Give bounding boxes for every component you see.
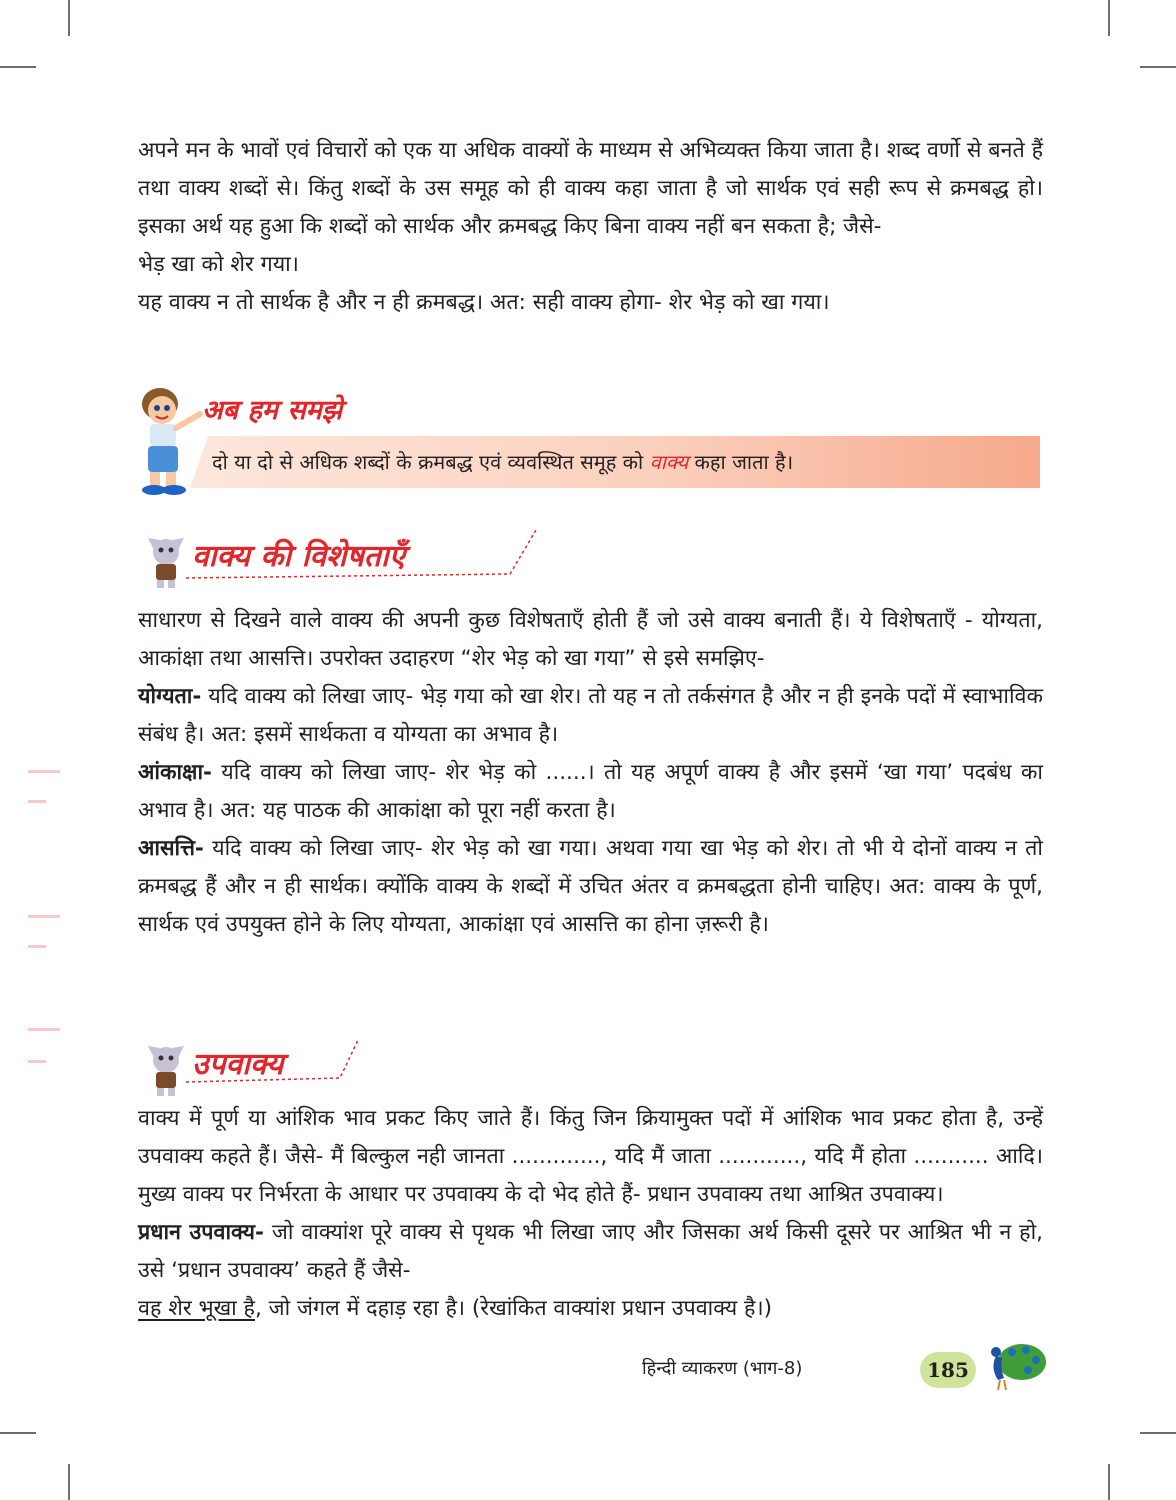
crop-mark xyxy=(1108,0,1110,36)
crop-mark xyxy=(1140,66,1176,68)
book-title: हिन्दी व्याकरण (भाग-8) xyxy=(642,1358,803,1379)
pradhan-paragraph xyxy=(138,1214,1043,1290)
intro-paragraph: अपने मन के भावों एवं विचारों को एक या अधिक वाक्यों के माध्यम से अभिव्यक्त किया जाता है। शब्द वर्णो से बनते हैं तथा वाक्य शब्दों से। किंतु शब्दों के उस समूह को ही वाक्य कहा जाता है जो सार्थक एवं सही रूप से क्रमबद्ध हो। इसका अर्थ यह हुआ कि शब्दों को सार्थक और क्रमबद्ध किए बिना वाक्य नहीं बन सकता है; जैसे- xyxy=(138,138,1043,239)
crop-mark xyxy=(1140,1432,1176,1434)
section-title: उपवाक्य xyxy=(192,1047,284,1082)
features-intro: साधारण से दिखने वाले वाक्य की अपनी कुछ विशेषताएँ होती हैं जो उसे वाक्य बनाती हैं। ये विशेषताएँ - योग्यता, आकांक्षा तथा आसत्ति। उपरोक्त उदाहरण “शेर भेड़ को खा गया” से इसे समझिए- xyxy=(138,608,1043,671)
page-footer xyxy=(642,1350,1042,1394)
margin-mark xyxy=(28,770,60,773)
crop-mark xyxy=(68,1464,70,1500)
example-rest: , जो जंगल में दहाड़ रहा है। (रेखांकित वाक्यांश प्रधान उपवाक्य है।) xyxy=(254,1296,773,1321)
features-section xyxy=(138,602,1043,944)
pradhan-example xyxy=(138,1290,1043,1328)
crop-mark xyxy=(0,66,36,68)
intro-section xyxy=(138,132,1043,322)
pradhan-label: प्रधान उपवाक्य- xyxy=(138,1220,264,1245)
wrong-sentence-example: भेड़ खा को शेर गया। xyxy=(138,252,299,277)
asatti-paragraph xyxy=(138,830,1043,944)
example-underlined: वह शेर भूखा है xyxy=(138,1296,255,1321)
clause-section xyxy=(138,1100,1043,1328)
akanksha-paragraph xyxy=(138,754,1043,830)
asatti-label: आसत्ति- xyxy=(138,836,204,861)
understand-title: अब हम समझे xyxy=(202,395,343,426)
margin-mark xyxy=(28,1028,60,1031)
peacock-icon xyxy=(982,1338,1048,1394)
section-header-clause xyxy=(140,1036,370,1098)
margin-mark xyxy=(28,945,46,948)
clause-intro: वाक्य में पूर्ण या आंशिक भाव प्रकट किए जाते हैं। किंतु जिन क्रियामुक्त पदों में आंशिक भाव प्रकट होता है, उन्हें उपवाक्य कहते हैं। जैसे- मैं बिल्कुल नही जानता ............., यदि मैं जाता ............, यदि मैं होता ........... आदि। मुख्य वाक्य पर निर्भरता के आधार पर उपवाक्य के दो भेद होते हैं- प्रधान उपवाक्य तथा आश्रित उपवाक्य। xyxy=(138,1106,1043,1207)
section-title: वाक्य की विशेषताएँ xyxy=(192,539,406,574)
page-number: 185 xyxy=(920,1352,976,1388)
yogyata-text: यदि वाक्य को लिखा जाए- भेड़ गया को खा शेर। तो यह न तो तर्कसंगत है और न ही इनके पदों में स्वाभाविक संबंध है। अत: इसमें सार्थकता व योग्यता का अभाव है। xyxy=(138,684,1044,747)
definition-text-after: कहा जाता है। xyxy=(694,450,794,474)
margin-mark xyxy=(28,800,46,803)
asatti-text: यदि वाक्य को लिखा जाए- शेर भेड़ को खा गया। अथवा गया खा भेड़ को शेर। तो भी ये दोनों वाक्य न तो क्रमबद्ध हैं और न ही सार्थक। क्योंकि वाक्य के शब्दों में उचित अंतर व क्रमबद्धता होनी चाहिए। अत: वाक्य के पूर्ण, सार्थक एवं उपयुक्त होने के लिए योग्यता, आकांक्षा एवं आसत्ति का होना ज़रूरी है। xyxy=(138,836,1043,937)
margin-mark xyxy=(28,1060,46,1063)
understand-definition-bar xyxy=(190,436,1040,488)
yogyata-paragraph xyxy=(138,678,1043,754)
understand-box xyxy=(130,384,1040,496)
pradhan-text: जो वाक्यांश पूरे वाक्य से पृथक भी लिखा जाए और जिसका अर्थ किसी दूसरे पर आश्रित भी न हो, उसे ‘प्रधान उपवाक्य’ कहते हैं जैसे- xyxy=(138,1220,1043,1283)
definition-highlight: वाक्य xyxy=(649,450,689,474)
crop-mark xyxy=(0,1432,36,1434)
section-header-features xyxy=(140,528,540,590)
margin-mark xyxy=(28,915,60,918)
definition-text-before: दो या दो से अधिक शब्दों के क्रमबद्ध एवं व्यवस्थित समूह को xyxy=(212,450,644,474)
definition-text xyxy=(212,446,793,478)
yogyata-label: योग्यता- xyxy=(138,684,202,709)
crop-mark xyxy=(68,0,70,36)
akanksha-label: आंकाक्षा- xyxy=(138,760,212,785)
correct-sentence-explanation: यह वाक्य न तो सार्थक है और न ही क्रमबद्ध। अत: सही वाक्य होगा- शेर भेड़ को खा गया। xyxy=(138,290,830,315)
akanksha-text: यदि वाक्य को लिखा जाए- शेर भेड़ को ......। तो यह अपूर्ण वाक्य है और इसमें ‘खा गया’ पदबंध का अभाव है। अत: यह पाठक की आकांक्षा को पूरा नहीं करता है। xyxy=(138,760,1043,823)
crop-mark xyxy=(1108,1464,1110,1500)
